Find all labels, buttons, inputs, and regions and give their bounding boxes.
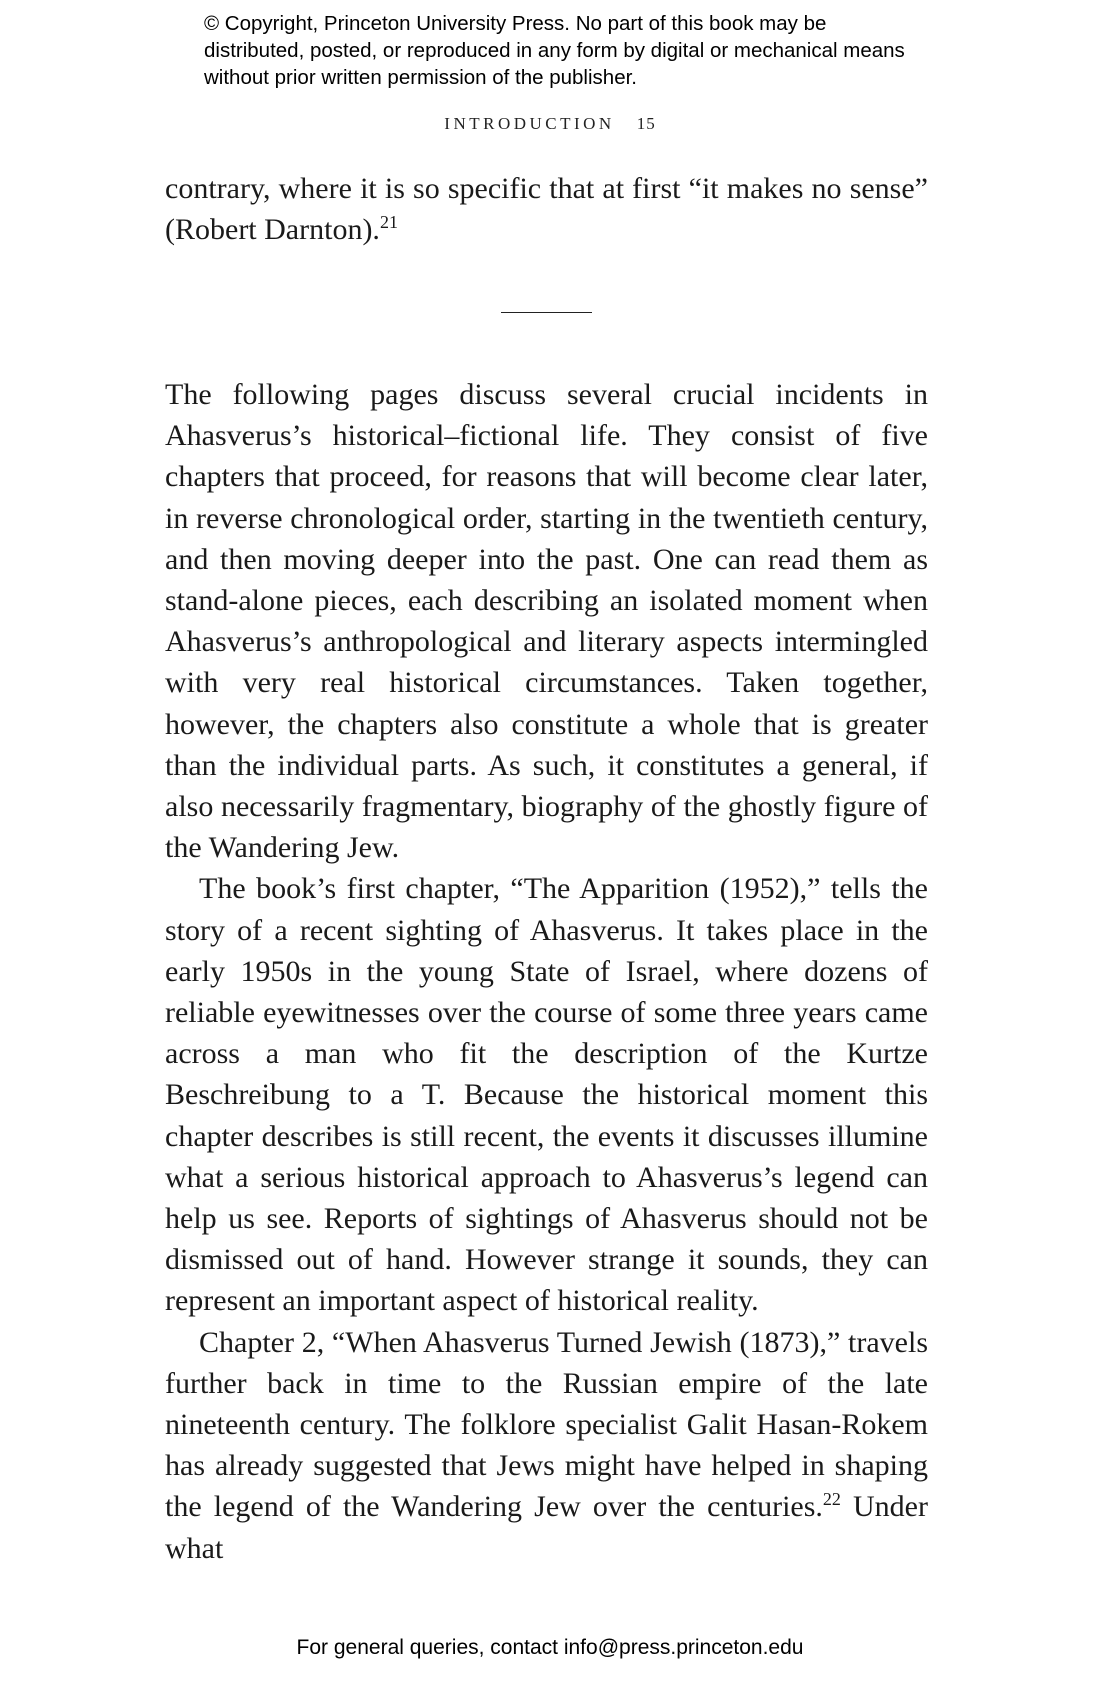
paragraph-text: Chapter 2, “When Ahasverus Turned Jewish (1873),” travels further back in time to the Russian empire of the late nineteenth century. The folklore specialist Galit Hasan-Rokem has already suggested that Jews might have helped in shaping the legend of the Wandering Jew over the centuries.	[165, 1325, 928, 1524]
paragraph-text: The book’s first chapter, “The Apparition (1952),” tells the story of a recent sighting of Ahasverus. It takes place in the early 1950s in the young State of Israel, where dozens of reliable eyewitnesses over the course of some three years came across a man who fit the description of the Kurtze Beschreibung to a T. Because the historical moment this chapter describes is still recent, the events it discusses illumine what a serious historical approach to Ahasverus’s legend can help us see. Reports of sightings of Ahasverus should not be dismissed out of hand. However strange it sounds, they can represent an important aspect of historical reality.	[165, 872, 928, 1318]
page-number: 15	[636, 114, 656, 133]
running-title: INTRODUCTION	[444, 114, 615, 133]
paragraph-text-continued: Under what	[165, 1490, 928, 1565]
continuation-paragraph	[165, 168, 928, 250]
paragraph-overview	[165, 374, 928, 868]
copyright-notice: © Copyright, Princeton University Press. No part of this book may be distributed, posted, or reproduced in any form by digital or mechanical means without prior written permission of the publisher.	[204, 12, 905, 89]
footer-contact: For general queries, contact info@press.princeton.edu	[296, 1636, 804, 1659]
main-text-block	[165, 374, 928, 1569]
section-divider	[501, 312, 592, 313]
continuation-text: contrary, where it is so specific that at first “it makes no sense” (Robert Darnton).	[165, 172, 928, 247]
continuation-block	[165, 168, 928, 250]
running-head	[0, 114, 1100, 134]
paragraph-text: The following pages discuss several crucial incidents in Ahasverus’s historical–fictional life. They consist of five chapters that proceed, for reasons that will become clear later, in reverse chronological order, starting in the twentieth century, and then moving deeper into the past. One can read them as stand-alone pieces, each describing an isolated moment when Ahasverus’s anthropological and literary aspects intermingled with very real historical circumstances. Taken together, however, the chapters also constitute a whole that is greater than the individual parts. As such, it constitutes a general, if also necessarily fragmentary, biography of the ghostly figure of the Wandering Jew.	[165, 378, 928, 865]
paragraph-chapter-one	[165, 868, 928, 1321]
footnote-ref-21: 21	[379, 212, 398, 233]
paragraph-chapter-two	[165, 1322, 928, 1569]
footnote-ref-22: 22	[822, 1489, 841, 1510]
